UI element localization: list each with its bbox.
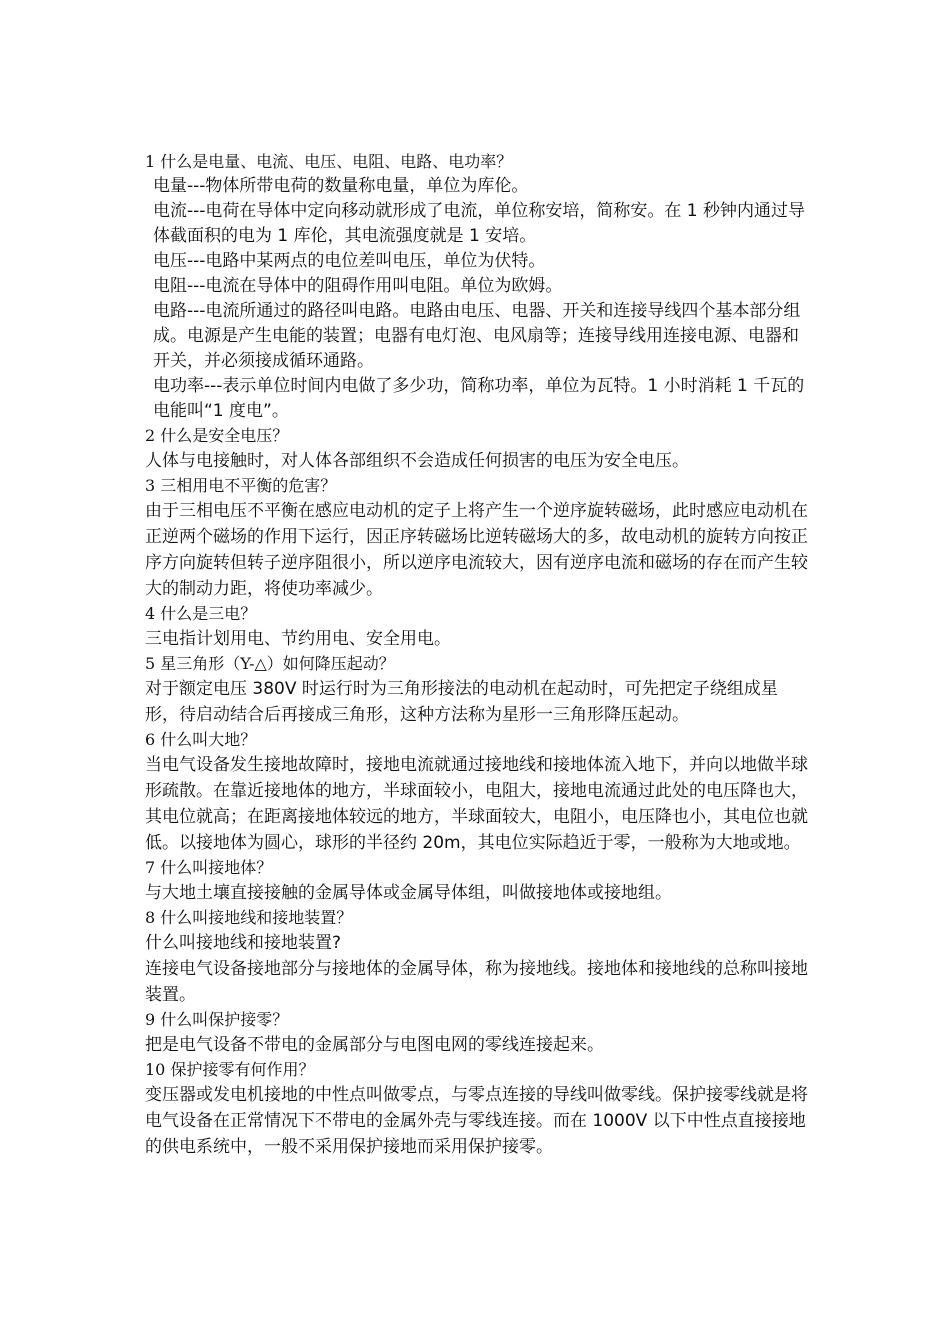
answer-6-paragraph: 当电气设备发生接地故障时，接地电流就通过接地线和接地体流入地下，并向以地做半球形疏散。在靠近接地体的地方，半球面较小，电阻大，接地电流通过此处的电压降也大，其电位就高；在距离接地体较远的地方，半球面较大，电阻小，电压降也小，其电位也就低。以接地体为圆心，球形的半径约 20m，其电位实际趋近于零，一般称为大地或地。: [145, 755, 808, 853]
question-4-heading: 4 什么是三电？: [145, 604, 257, 623]
question-10-heading: 10 保护接零有何作用？: [145, 1060, 315, 1079]
answer-1-power: 电功率---表示单位时间内电做了多少功，简称功率，单位为瓦特。1 小时消耗 1 千瓦的电能叫“1 度电”。: [153, 376, 805, 421]
question-2-heading: 2 什么是安全电压？: [145, 426, 289, 445]
answer-1-current: 电流---电荷在导体中定向移动就形成了电流，单位称安培，简称安。在 1 秒钟内通过导体截面积的电为 1 库伦，其电流强度就是 1 安培。: [153, 201, 806, 246]
answer-1-voltage: 电压---电路中某两点的电位差叫电压，单位为伏特。: [153, 251, 546, 271]
answer-10-paragraph: 变压器或发电机接地的中性点叫做零点，与零点连接的导线叫做零线。保护接零线就是将电气设备在正常情况下不带电的金属外壳与零线连接。而在 1000V 以下中性点直接接地的供电系统中，一般不采用保护接地而采用保护接零。: [145, 1085, 808, 1157]
answer-4-paragraph: 三电指计划用电、节约用电、安全用电。: [145, 629, 451, 649]
document-body: [145, 150, 810, 1160]
question-8-heading: 8 什么叫接地线和接地装置？: [145, 908, 353, 927]
answer-7-paragraph: 与大地土壤直接接触的金属导体或金属导体组，叫做接地体或接地组。: [145, 883, 672, 903]
question-9-heading: 9 什么叫保护接零？: [145, 1010, 289, 1029]
question-5-heading: 5 星三角形（Y-△）如何降压起动？: [145, 654, 395, 673]
answer-8-subheading: 什么叫接地线和接地装置?: [145, 933, 342, 953]
answer-9-paragraph: 把是电气设备不带电的金属部分与电图电网的零线连接起来。: [145, 1035, 604, 1055]
answer-5-paragraph: 对于额定电压 380V 时运行时为三角形接法的电动机在起动时，可先把定子绕组成星形，待启动结合后再接成三角形，这种方法称为星形一三角形降压起动。: [145, 679, 778, 725]
answer-1-charge: 电量---物体所带电荷的数量称电量，单位为库伦。: [153, 176, 529, 196]
question-6-heading: 6 什么叫大地？: [145, 730, 257, 749]
answer-1-circuit: 电路---电流所通过的路径叫电路。电路由电压、电器、开关和连接导线四个基本部分组成。电源是产生电能的装置；电器有电灯泡、电风扇等；连接导线用连接电源、电器和开关，并必须接成循环通路。: [153, 301, 801, 371]
question-1-heading: 1 什么是电量、电流、电压、电阻、电路、电功率？: [145, 152, 513, 171]
answer-1-resistance: 电阻---电流在导体中的阻碍作用叫电阻。单位为欧姆。: [153, 276, 563, 296]
answer-8-paragraph: 连接电气设备接地部分与接地体的金属导体，称为接地线。接地体和接地线的总称叫接地装置。: [145, 959, 808, 1005]
answer-2-paragraph: 人体与电接触时，对人体各部组织不会造成任何损害的电压为安全电压。: [145, 451, 689, 471]
question-3-heading: 3 三相用电不平衡的危害？: [145, 476, 337, 495]
question-7-heading: 7 什么叫接地体？: [145, 858, 273, 877]
answer-3-paragraph: 由于三相电压不平衡在感应电动机的定子上将产生一个逆序旋转磁场，此时感应电动机在正逆两个磁场的作用下运行，因正序转磁场比逆转磁场大的多，故电动机的旋转方向按正序方向旋转但转子逆序阻很小，所以逆序电流较大，因有逆序电流和磁场的存在而产生较大的制动力距，将使功率减少。: [145, 501, 808, 599]
